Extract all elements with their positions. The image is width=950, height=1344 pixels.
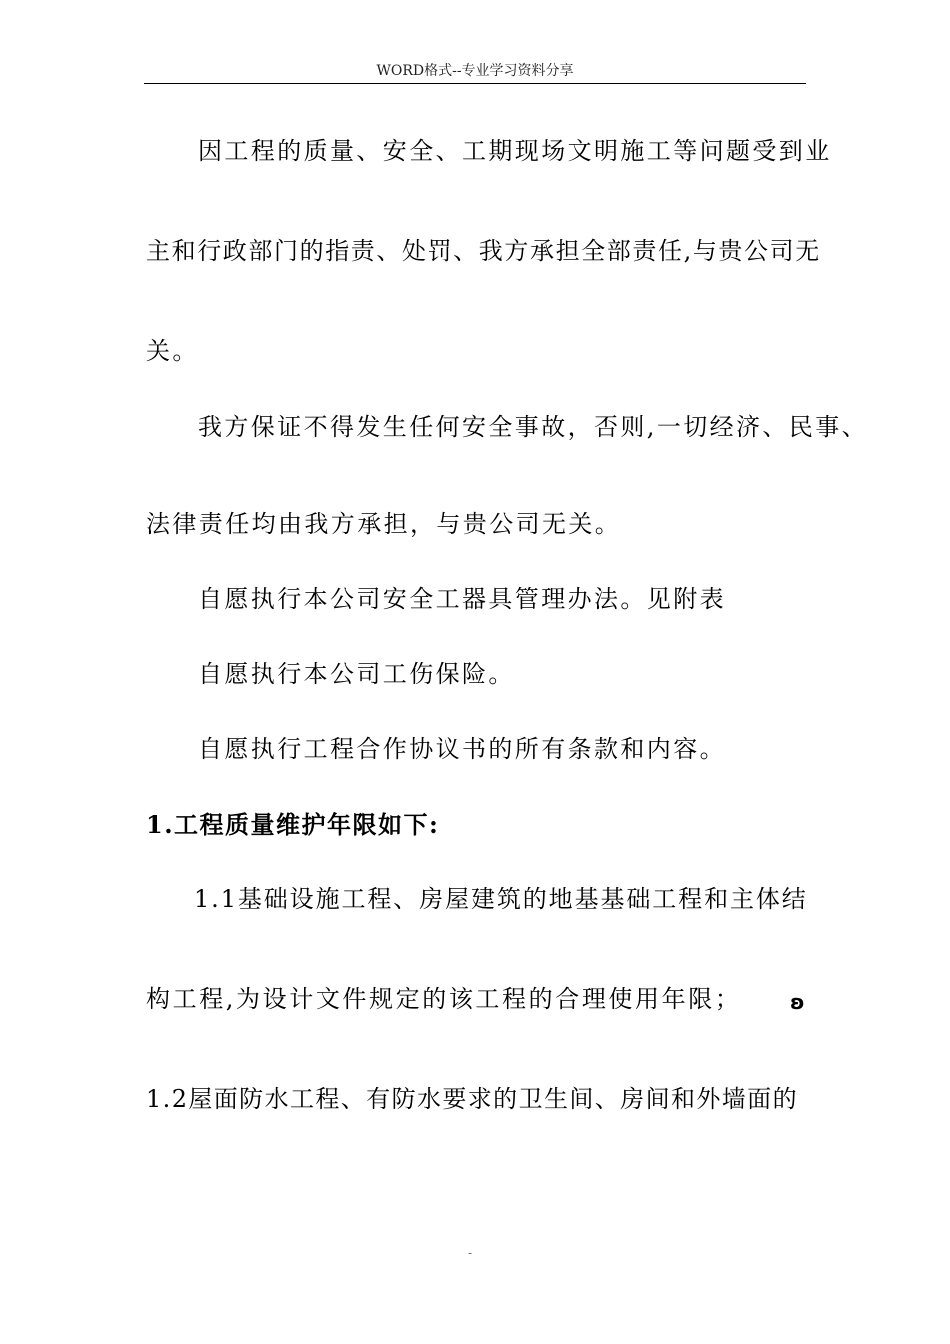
paragraph-line: 关。: [146, 337, 199, 365]
paragraph-line: 1.2屋面防水工程、有防水要求的卫生间、房间和外墙面的: [146, 1085, 798, 1113]
header-divider: [144, 83, 806, 84]
paragraph-line: 构工程,为设计文件规定的该工程的合理使用年限；: [146, 985, 742, 1013]
paragraph-line: 自愿执行本公司工伤保险。: [198, 660, 515, 688]
paragraph-line: 主和行政部门的指责、处罚、我方承担全部责任,与贵公司无: [146, 237, 821, 265]
paragraph-line: 自愿执行工程合作协议书的所有条款和内容。: [198, 735, 726, 763]
section-heading: 1.工程质量维护年限如下:: [146, 810, 440, 839]
stray-mark: ʚ: [790, 990, 805, 1014]
page-header: WORD格式--专业学习资料分享: [376, 63, 574, 79]
paragraph-line: 因工程的质量、安全、工期现场文明施工等问题受到业: [198, 137, 832, 165]
paragraph-line: 法律责任均由我方承担，与贵公司无关。: [146, 510, 622, 538]
paragraph-line: 1.1基础设施工程、房屋建筑的地基基础工程和主体结: [194, 885, 808, 913]
paragraph-line: 自愿执行本公司安全工器具管理办法。见附表: [198, 585, 726, 613]
page-footer: -: [468, 1246, 473, 1260]
paragraph-line: 我方保证不得发生任何安全事故，否则,一切经济、民事、: [198, 413, 869, 441]
